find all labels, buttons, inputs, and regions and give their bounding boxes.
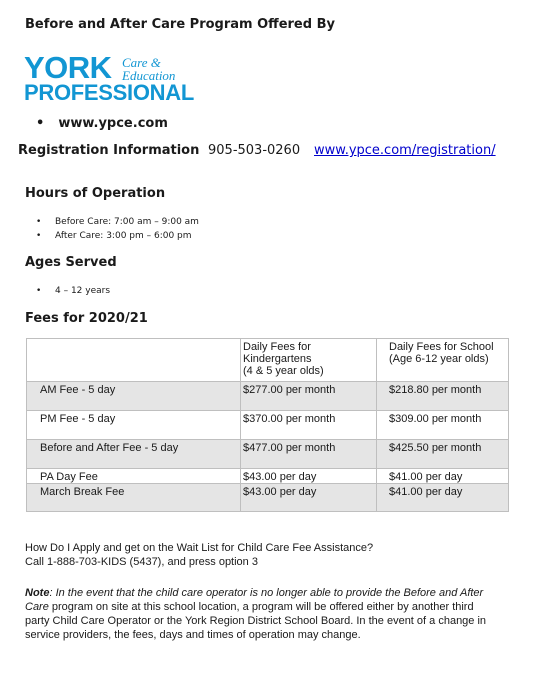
registration-row <box>18 143 496 158</box>
fee-assistance-section <box>25 541 373 569</box>
website-text: www.ypce.com <box>58 116 168 131</box>
table-header-row <box>27 339 509 382</box>
bullet-icon: • <box>36 116 45 131</box>
logo-professional-text: PROFESSIONAL <box>24 80 194 105</box>
page-title: Before and After Care Program Offered By <box>25 17 335 32</box>
table-row: PA Day Fee $43.00 per day $41.00 per day <box>27 469 509 484</box>
note-italic-text: : In the event that the child care operator is no longer able to provide the Before and After Care <box>25 587 484 613</box>
note-body: program on site at this school location, a program will be offered either by another third party Child Care Operator or the York Region District School Board. In the event of a change in service providers, the fees, days and times of operation may change. <box>25 601 487 641</box>
registration-phone: 905-503-0260 <box>208 143 301 158</box>
header-cell-empty <box>27 339 241 382</box>
list-item: • Before Care: 7:00 am – 9:00 am <box>36 217 199 227</box>
bullet-icon: • <box>36 217 42 227</box>
registration-label: Registration Information <box>18 143 200 158</box>
note-paragraph <box>25 586 495 642</box>
table-row: Before and After Fee - 5 day $477.00 per month $425.50 per month <box>27 440 509 469</box>
logo-care-text: Care & <box>122 55 161 70</box>
hours-list <box>36 215 199 243</box>
fee-assistance-question: How Do I Apply and get on the Wait List for Child Care Fee Assistance? <box>25 542 374 554</box>
list-item: • 4 – 12 years <box>36 286 111 296</box>
ages-heading: Ages Served <box>25 255 117 270</box>
header-cell-school: Daily Fees for School (Age 6-12 year olds) <box>377 339 509 382</box>
list-item: • After Care: 3:00 pm – 6:00 pm <box>36 231 192 241</box>
table-row: March Break Fee $43.00 per day $41.00 per day <box>27 484 509 512</box>
registration-link[interactable]: www.ypce.com/registration/ <box>314 143 496 158</box>
ypce-logo <box>24 50 194 105</box>
bullet-icon: • <box>36 286 42 296</box>
table-row: AM Fee - 5 day $277.00 per month $218.80 per month <box>27 382 509 411</box>
logo-education-text: Education <box>122 68 176 83</box>
logo-york-text: YORK <box>24 50 112 85</box>
fees-heading: Fees for 2020/21 <box>25 311 148 326</box>
hours-heading: Hours of Operation <box>25 186 166 201</box>
fees-table <box>26 338 509 512</box>
header-cell-kindergarten: Daily Fees for Kindergartens (4 & 5 year olds) <box>241 339 377 382</box>
bullet-icon: • <box>36 231 42 241</box>
note-label: Note <box>25 587 50 599</box>
website-bullet-item <box>36 116 168 131</box>
logo-care-education-text <box>122 56 175 82</box>
table-row: PM Fee - 5 day $370.00 per month $309.00 per month <box>27 411 509 440</box>
ages-list <box>36 284 110 298</box>
fee-assistance-answer: Call 1-888-703-KIDS (5437), and press option 3 <box>25 556 258 568</box>
